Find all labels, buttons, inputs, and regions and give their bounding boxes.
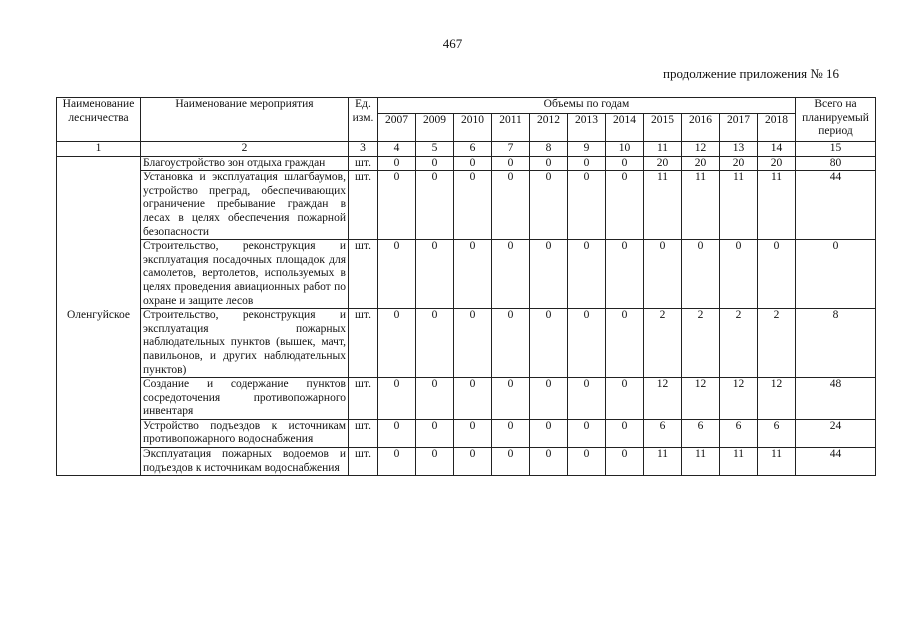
year-value-cell: 0 — [492, 419, 530, 447]
total-cell: 44 — [796, 171, 876, 240]
year-value-cell: 0 — [454, 448, 492, 476]
column-index-cell: 7 — [492, 142, 530, 157]
forestry-name-cell: Оленгуйское — [57, 156, 141, 476]
unit-cell: шт. — [349, 156, 378, 171]
column-index-cell: 6 — [454, 142, 492, 157]
year-value-cell: 0 — [606, 309, 644, 378]
year-value-cell: 12 — [682, 378, 720, 420]
header-year: 2012 — [530, 114, 568, 142]
header-forestry: Наименование лесничества — [57, 98, 141, 142]
year-value-cell: 0 — [720, 240, 758, 309]
column-index-cell: 14 — [758, 142, 796, 157]
year-value-cell: 0 — [606, 240, 644, 309]
total-cell: 0 — [796, 240, 876, 309]
year-value-cell: 2 — [644, 309, 682, 378]
measure-name-cell: Строительство, реконструкция и эксплуатация пожарных наблюдательных пунктов (вышек, мачт, павильонов, и других наблюдательных пунктов) — [141, 309, 349, 378]
total-cell: 48 — [796, 378, 876, 420]
header-year: 2009 — [416, 114, 454, 142]
year-value-cell: 11 — [644, 448, 682, 476]
year-value-cell: 0 — [378, 448, 416, 476]
year-value-cell: 0 — [568, 378, 606, 420]
year-value-cell: 11 — [644, 171, 682, 240]
measure-name-cell: Создание и содержание пунктов сосредоточения противопожарного инвентаря — [141, 378, 349, 420]
column-index-cell: 8 — [530, 142, 568, 157]
year-value-cell: 0 — [378, 240, 416, 309]
unit-cell: шт. — [349, 171, 378, 240]
table-row — [57, 309, 876, 378]
unit-cell: шт. — [349, 240, 378, 309]
year-value-cell: 20 — [682, 156, 720, 171]
header-total: Всего на планируемый период — [796, 98, 876, 142]
year-value-cell: 2 — [720, 309, 758, 378]
year-value-cell: 0 — [530, 240, 568, 309]
year-value-cell: 0 — [682, 240, 720, 309]
year-value-cell: 0 — [568, 419, 606, 447]
year-value-cell: 0 — [416, 156, 454, 171]
year-value-cell: 0 — [530, 448, 568, 476]
year-value-cell: 0 — [568, 156, 606, 171]
column-index-cell: 12 — [682, 142, 720, 157]
year-value-cell: 0 — [416, 240, 454, 309]
column-index-cell: 10 — [606, 142, 644, 157]
year-value-cell: 11 — [720, 448, 758, 476]
year-value-cell: 11 — [758, 448, 796, 476]
header-year: 2014 — [606, 114, 644, 142]
header-year: 2011 — [492, 114, 530, 142]
year-value-cell: 0 — [606, 448, 644, 476]
year-value-cell: 6 — [720, 419, 758, 447]
table-row — [57, 156, 876, 171]
measure-name-cell: Эксплуатация пожарных водоемов и подъездов к источникам водоснабжения — [141, 448, 349, 476]
unit-cell: шт. — [349, 419, 378, 447]
table-row — [57, 419, 876, 447]
year-value-cell: 2 — [758, 309, 796, 378]
year-value-cell: 0 — [606, 419, 644, 447]
year-value-cell: 20 — [644, 156, 682, 171]
header-year: 2016 — [682, 114, 720, 142]
year-value-cell: 6 — [758, 419, 796, 447]
year-value-cell: 11 — [682, 171, 720, 240]
year-value-cell: 0 — [378, 171, 416, 240]
total-cell: 8 — [796, 309, 876, 378]
column-index-cell: 15 — [796, 142, 876, 157]
year-value-cell: 20 — [758, 156, 796, 171]
year-value-cell: 0 — [454, 240, 492, 309]
column-index-cell: 3 — [349, 142, 378, 157]
year-value-cell: 0 — [454, 309, 492, 378]
header-year: 2015 — [644, 114, 682, 142]
header-unit: Ед. изм. — [349, 98, 378, 142]
year-value-cell: 0 — [378, 156, 416, 171]
year-value-cell: 0 — [530, 378, 568, 420]
year-value-cell: 12 — [758, 378, 796, 420]
total-cell: 24 — [796, 419, 876, 447]
header-year: 2013 — [568, 114, 606, 142]
unit-cell: шт. — [349, 378, 378, 420]
year-value-cell: 0 — [492, 156, 530, 171]
year-value-cell: 11 — [682, 448, 720, 476]
column-index-cell: 2 — [141, 142, 349, 157]
year-value-cell: 0 — [378, 419, 416, 447]
year-value-cell: 0 — [492, 171, 530, 240]
measure-name-cell: Строительство, реконструкция и эксплуатация посадочных площадок для самолетов, вертолетов, используемых в целях проведения авиационных работ по охране и защите лесов — [141, 240, 349, 309]
column-index-cell: 4 — [378, 142, 416, 157]
forest-measures-table — [56, 97, 876, 476]
column-index-cell: 13 — [720, 142, 758, 157]
page-number: 467 — [442, 36, 463, 51]
total-cell: 44 — [796, 448, 876, 476]
year-value-cell: 0 — [454, 156, 492, 171]
year-value-cell: 0 — [416, 171, 454, 240]
column-index-cell: 5 — [416, 142, 454, 157]
year-value-cell: 0 — [568, 448, 606, 476]
header-year: 2007 — [378, 114, 416, 142]
year-value-cell: 0 — [454, 419, 492, 447]
header-measure: Наименование мероприятия — [141, 98, 349, 142]
year-value-cell: 0 — [492, 240, 530, 309]
header-year: 2018 — [758, 114, 796, 142]
year-value-cell: 11 — [758, 171, 796, 240]
table-row — [57, 171, 876, 240]
year-value-cell: 0 — [530, 419, 568, 447]
year-value-cell: 0 — [416, 309, 454, 378]
year-value-cell: 0 — [606, 156, 644, 171]
measure-name-cell: Благоустройство зон отдыха граждан — [141, 156, 349, 171]
column-index-cell: 1 — [57, 142, 141, 157]
measure-name-cell: Установка и эксплуатация шлагбаумов, устройство преград, обеспечивающих ограничение пребывание граждан в лесах в целях обеспечения пожарной безопасности — [141, 171, 349, 240]
year-value-cell: 6 — [644, 419, 682, 447]
year-value-cell: 20 — [720, 156, 758, 171]
year-value-cell: 0 — [530, 171, 568, 240]
year-value-cell: 0 — [606, 171, 644, 240]
year-value-cell: 0 — [416, 419, 454, 447]
year-value-cell: 0 — [454, 378, 492, 420]
total-cell: 80 — [796, 156, 876, 171]
year-value-cell: 0 — [568, 309, 606, 378]
header-volumes: Объемы по годам — [378, 98, 796, 114]
year-value-cell: 0 — [530, 309, 568, 378]
year-value-cell: 0 — [454, 171, 492, 240]
year-value-cell: 2 — [682, 309, 720, 378]
year-value-cell: 0 — [530, 156, 568, 171]
year-value-cell: 0 — [416, 448, 454, 476]
year-value-cell: 0 — [378, 309, 416, 378]
appendix-continuation: продолжение приложения № 16 — [663, 66, 839, 81]
unit-cell: шт. — [349, 448, 378, 476]
table-row — [57, 448, 876, 476]
header-year: 2010 — [454, 114, 492, 142]
table-row — [57, 378, 876, 420]
header-year: 2017 — [720, 114, 758, 142]
year-value-cell: 0 — [416, 378, 454, 420]
column-index-row — [57, 142, 876, 157]
year-value-cell: 12 — [720, 378, 758, 420]
column-index-cell: 9 — [568, 142, 606, 157]
year-value-cell: 0 — [568, 240, 606, 309]
year-value-cell: 0 — [492, 309, 530, 378]
year-value-cell: 11 — [720, 171, 758, 240]
year-value-cell: 0 — [568, 171, 606, 240]
year-value-cell: 0 — [492, 378, 530, 420]
table-row — [57, 240, 876, 309]
year-value-cell: 0 — [492, 448, 530, 476]
year-value-cell: 12 — [644, 378, 682, 420]
unit-cell: шт. — [349, 309, 378, 378]
year-value-cell: 0 — [378, 378, 416, 420]
measure-name-cell: Устройство подъездов к источникам противопожарного водоснабжения — [141, 419, 349, 447]
column-index-cell: 11 — [644, 142, 682, 157]
year-value-cell: 6 — [682, 419, 720, 447]
year-value-cell: 0 — [606, 378, 644, 420]
year-value-cell: 0 — [758, 240, 796, 309]
year-value-cell: 0 — [644, 240, 682, 309]
